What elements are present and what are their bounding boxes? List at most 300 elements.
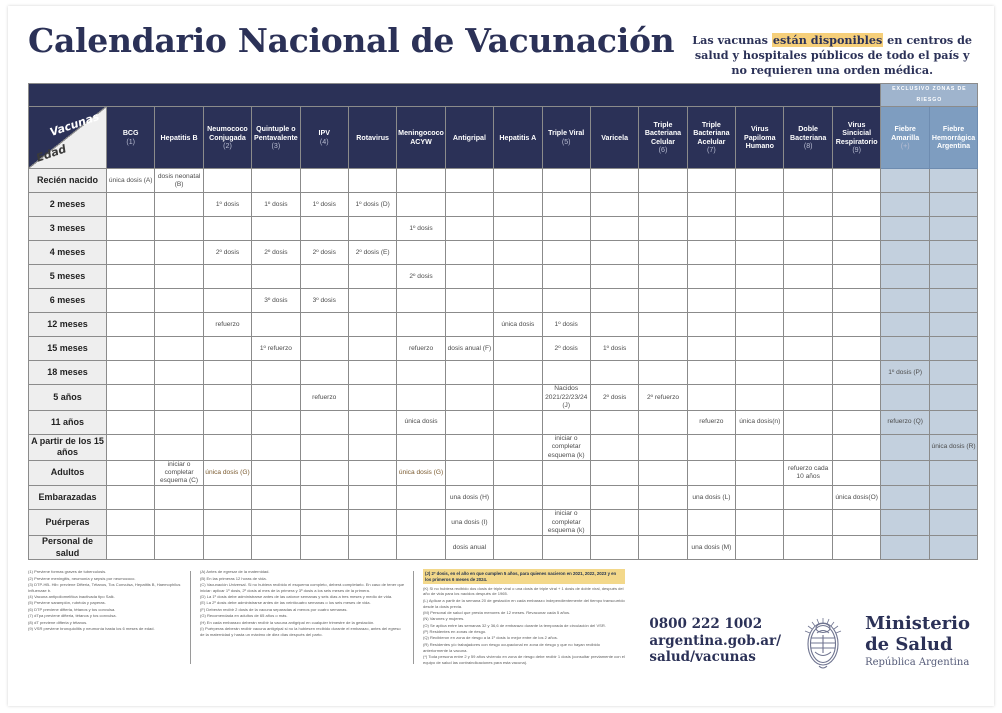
footnote-1-item-1: (1) Previene formas graves de tuberculosis. bbox=[28, 569, 107, 575]
cell-r6-c17 bbox=[881, 289, 929, 313]
cell-r3-c13 bbox=[687, 217, 735, 241]
column-header-row bbox=[29, 107, 978, 169]
table-row bbox=[29, 411, 978, 435]
column-header-number: (6) bbox=[658, 146, 668, 155]
table-head bbox=[29, 84, 978, 169]
column-header-name: Rotavirus bbox=[356, 133, 389, 142]
column-header-name: Neumococo Conjugada bbox=[207, 124, 248, 142]
column-header-number: (5) bbox=[561, 137, 571, 146]
cell-r11-c6 bbox=[348, 411, 396, 435]
cell-r4-c18 bbox=[929, 241, 977, 265]
cell-r15-c16 bbox=[832, 510, 881, 536]
cell-r9-c3 bbox=[203, 361, 251, 385]
page-title: Calendario Nacional de Vacunación bbox=[28, 21, 675, 60]
cell-r6-c10 bbox=[542, 289, 590, 313]
cell-r8-c6 bbox=[348, 337, 396, 361]
cell-r12-c1 bbox=[107, 435, 155, 461]
cell-r7-c15 bbox=[784, 313, 832, 337]
cell-r5-c15 bbox=[784, 265, 832, 289]
cell-r13-c1 bbox=[107, 460, 155, 486]
footnote-1-item-2: (2) Previene meningitis, neumonía y sepsis por neumococo. bbox=[28, 575, 136, 581]
cell-r2-c7 bbox=[397, 193, 445, 217]
cell-r3-c9 bbox=[494, 217, 542, 241]
column-header-8 bbox=[445, 107, 493, 169]
cell-r4-c17 bbox=[881, 241, 929, 265]
subtitle-post: en centros de salud y hospitales públicos de todo el país y no requieren una orden médica. bbox=[694, 33, 973, 77]
cell-r14-c11 bbox=[590, 486, 638, 510]
age-label-7: 12 meses bbox=[29, 313, 107, 337]
cell-r10-c1 bbox=[107, 385, 155, 411]
cell-r9-c9 bbox=[494, 361, 542, 385]
cell-r2-c16 bbox=[832, 193, 881, 217]
column-header-name: Triple Bacteriana Celular bbox=[644, 120, 682, 146]
cell-r4-c4: 2º dosis bbox=[252, 241, 300, 265]
cell-r9-c4 bbox=[252, 361, 300, 385]
cell-r13-c3: única dosis (G) bbox=[203, 460, 251, 486]
cell-r4-c3: 2º dosis bbox=[203, 241, 251, 265]
cell-r4-c11 bbox=[590, 241, 638, 265]
cell-r1-c9 bbox=[494, 169, 542, 193]
cell-r11-c7: única dosis bbox=[397, 411, 445, 435]
cell-r5-c17 bbox=[881, 265, 929, 289]
table-row bbox=[29, 337, 978, 361]
column-header-6 bbox=[348, 107, 396, 169]
cell-r4-c13 bbox=[687, 241, 735, 265]
cell-r15-c7 bbox=[397, 510, 445, 536]
cell-r1-c14 bbox=[736, 169, 784, 193]
column-header-11 bbox=[590, 107, 638, 169]
cell-r16-c12 bbox=[639, 536, 687, 560]
cell-r1-c6 bbox=[348, 169, 396, 193]
cell-r6-c16 bbox=[832, 289, 881, 313]
cell-r10-c18 bbox=[929, 385, 977, 411]
cell-r2-c14 bbox=[736, 193, 784, 217]
cell-r10-c2 bbox=[155, 385, 203, 411]
cell-r1-c4 bbox=[252, 169, 300, 193]
footnote-2-item-5: (E) La 2º dosis debe administrarse antes de las veinticuatro semanas o los seis meses de vida. bbox=[200, 600, 371, 606]
cell-r12-c13 bbox=[687, 435, 735, 461]
cell-r8-c7: refuerzo bbox=[397, 337, 445, 361]
cell-r2-c6: 1º dosis (D) bbox=[348, 193, 396, 217]
cell-r13-c8 bbox=[445, 460, 493, 486]
column-header-name: Fiebre Hemorrágica Argentina bbox=[931, 124, 976, 151]
cell-r13-c18 bbox=[929, 460, 977, 486]
column-header-4 bbox=[252, 107, 300, 169]
column-header-12 bbox=[639, 107, 687, 169]
cell-r8-c2 bbox=[155, 337, 203, 361]
table-row bbox=[29, 217, 978, 241]
age-label-14: Embarazadas bbox=[29, 486, 107, 510]
cell-r15-c12 bbox=[639, 510, 687, 536]
cell-r4-c9 bbox=[494, 241, 542, 265]
cell-r1-c11 bbox=[590, 169, 638, 193]
column-header-7 bbox=[397, 107, 445, 169]
cell-r15-c1 bbox=[107, 510, 155, 536]
cell-r9-c17: 1º dosis (P) bbox=[881, 361, 929, 385]
cell-r8-c1 bbox=[107, 337, 155, 361]
table-row bbox=[29, 289, 978, 313]
footnote-2-item-3: (C) Vacunación Universal. Si no hubiera recibido el esquema completo, deberá completarlo. En caso de tener que iniciar: aplicar 1º dosis, 2º dosis al mes de la primera y 3º dosis a los seis meses de la primera. bbox=[200, 581, 405, 593]
cell-r1-c12 bbox=[639, 169, 687, 193]
cell-r7-c9: única dosis bbox=[494, 313, 542, 337]
cell-r11-c14: única dosis(n) bbox=[736, 411, 784, 435]
cell-r13-c16 bbox=[832, 460, 881, 486]
cell-r13-c13 bbox=[687, 460, 735, 486]
cell-r14-c4 bbox=[252, 486, 300, 510]
column-header-number: (+) bbox=[900, 142, 910, 151]
cell-r1-c8 bbox=[445, 169, 493, 193]
cell-r14-c10 bbox=[542, 486, 590, 510]
footnote-3-item-2: (L) Aplicar a partir de la semana 20 de gestación en cada embarazo independientemente del tiempo transcurrido desde la dosis previa. bbox=[423, 597, 625, 609]
cell-r13-c6 bbox=[348, 460, 396, 486]
cell-r2-c1 bbox=[107, 193, 155, 217]
column-header-9 bbox=[494, 107, 542, 169]
age-label-2: 2 meses bbox=[29, 193, 107, 217]
cell-r5-c12 bbox=[639, 265, 687, 289]
column-header-name: Virus Sincicial Respiratorio bbox=[835, 120, 878, 146]
cell-r15-c2 bbox=[155, 510, 203, 536]
cell-r2-c18 bbox=[929, 193, 977, 217]
column-header-17 bbox=[881, 107, 929, 169]
subtitle-pre: Las vacunas bbox=[692, 33, 772, 47]
footnote-2-item-1: (A) Antes de egresar de la maternidad. bbox=[200, 569, 270, 575]
cell-r4-c15 bbox=[784, 241, 832, 265]
cell-r9-c18 bbox=[929, 361, 977, 385]
cell-r11-c2 bbox=[155, 411, 203, 435]
cell-r14-c6 bbox=[348, 486, 396, 510]
footnote-2-item-9: (I) Puérperas deberán recibir vacuna antigripal si no la hubiesen recibido durante el embarazo, antes del egreso de la maternidad y hasta un máximo de diez días después del parto. bbox=[200, 625, 401, 637]
cell-r1-c2: dosis neonatal (B) bbox=[155, 169, 203, 193]
table-row bbox=[29, 241, 978, 265]
cell-r10-c15 bbox=[784, 385, 832, 411]
cell-r3-c11 bbox=[590, 217, 638, 241]
risk-band-spacer bbox=[29, 84, 881, 107]
column-header-name: Quintuple o Pentavalente bbox=[253, 124, 298, 142]
poster-header bbox=[8, 6, 994, 83]
poster-sheet bbox=[8, 6, 994, 706]
column-header-name: BCG bbox=[122, 129, 139, 138]
cell-r1-c18 bbox=[929, 169, 977, 193]
cell-r9-c5 bbox=[300, 361, 348, 385]
cell-r6-c5: 3º dosis bbox=[300, 289, 348, 313]
cell-r4-c6: 2º dosis (E) bbox=[348, 241, 396, 265]
cell-r9-c6 bbox=[348, 361, 396, 385]
cell-r7-c16 bbox=[832, 313, 881, 337]
cell-r11-c16 bbox=[832, 411, 881, 435]
cell-r1-c7 bbox=[397, 169, 445, 193]
column-header-name: Antigripal bbox=[452, 133, 486, 142]
age-label-1: Recién nacido bbox=[29, 169, 107, 193]
cell-r1-c5 bbox=[300, 169, 348, 193]
cell-r3-c1 bbox=[107, 217, 155, 241]
age-label-13: Adultos bbox=[29, 460, 107, 486]
website-line-2: salud/vacunas bbox=[649, 649, 756, 666]
cell-r5-c3 bbox=[203, 265, 251, 289]
cell-r7-c18 bbox=[929, 313, 977, 337]
cell-r5-c8 bbox=[445, 265, 493, 289]
cell-r5-c6 bbox=[348, 265, 396, 289]
cell-r8-c4: 1º refuerzo bbox=[252, 337, 300, 361]
footnote-1-item-7: (7) dTpa previene difteria, tétanos y tos convulsa. bbox=[28, 613, 117, 619]
footnote-column-3 bbox=[414, 569, 632, 666]
footnote-highlight-J: (J) 2º dosis, en el año en que cumplen 5 años, para quienes nacieron en 2021, 2022, 2023 y en los primeros 6 meses de 2024. bbox=[423, 569, 625, 584]
cell-r7-c4 bbox=[252, 313, 300, 337]
cell-r1-c13 bbox=[687, 169, 735, 193]
cell-r6-c7 bbox=[397, 289, 445, 313]
cell-r10-c7 bbox=[397, 385, 445, 411]
column-header-name: Hepatitis A bbox=[499, 133, 537, 142]
cell-r16-c2 bbox=[155, 536, 203, 560]
cell-r1-c16 bbox=[832, 169, 881, 193]
cell-r11-c12 bbox=[639, 411, 687, 435]
column-header-name: Fiebre Amarilla bbox=[891, 124, 920, 142]
cell-r7-c14 bbox=[736, 313, 784, 337]
cell-r2-c17 bbox=[881, 193, 929, 217]
cell-r12-c6 bbox=[348, 435, 396, 461]
cell-r4-c1 bbox=[107, 241, 155, 265]
cell-r6-c18 bbox=[929, 289, 977, 313]
cell-r7-c7 bbox=[397, 313, 445, 337]
cell-r10-c16 bbox=[832, 385, 881, 411]
calendar-table-wrap bbox=[8, 83, 994, 560]
cell-r8-c3 bbox=[203, 337, 251, 361]
cell-r5-c11 bbox=[590, 265, 638, 289]
cell-r3-c14 bbox=[736, 217, 784, 241]
cell-r5-c1 bbox=[107, 265, 155, 289]
column-header-14 bbox=[736, 107, 784, 169]
cell-r13-c12 bbox=[639, 460, 687, 486]
cell-r15-c5 bbox=[300, 510, 348, 536]
header-subtitle bbox=[688, 33, 976, 77]
table-row bbox=[29, 361, 978, 385]
cell-r1-c3 bbox=[203, 169, 251, 193]
cell-r10-c3 bbox=[203, 385, 251, 411]
cell-r6-c12 bbox=[639, 289, 687, 313]
column-header-16 bbox=[832, 107, 881, 169]
cell-r6-c8 bbox=[445, 289, 493, 313]
table-row bbox=[29, 460, 978, 486]
cell-r3-c8 bbox=[445, 217, 493, 241]
age-label-16: Personal de salud bbox=[29, 536, 107, 560]
cell-r2-c9 bbox=[494, 193, 542, 217]
cell-r5-c10 bbox=[542, 265, 590, 289]
cell-r10-c6 bbox=[348, 385, 396, 411]
cell-r5-c16 bbox=[832, 265, 881, 289]
cell-r10-c9 bbox=[494, 385, 542, 411]
cell-r12-c10: iniciar o completar esquema (k) bbox=[542, 435, 590, 461]
cell-r16-c9 bbox=[494, 536, 542, 560]
footnote-2-item-8: (H) En cada embarazo deberán recibir la vacuna antigripal en cualquier trimestre de la gestación. bbox=[200, 619, 375, 625]
cell-r6-c11 bbox=[590, 289, 638, 313]
cell-r13-c9 bbox=[494, 460, 542, 486]
column-header-number: (1) bbox=[126, 137, 136, 146]
footnote-2-item-4: (D) La 1º dosis debe administrarse antes de las catorce semanas y seis días a tres meses y medio de vida. bbox=[200, 594, 393, 600]
cell-r8-c17 bbox=[881, 337, 929, 361]
cell-r3-c18 bbox=[929, 217, 977, 241]
risk-band-row bbox=[29, 84, 978, 107]
cell-r12-c3 bbox=[203, 435, 251, 461]
cell-r4-c12 bbox=[639, 241, 687, 265]
cell-r15-c18 bbox=[929, 510, 977, 536]
cell-r16-c6 bbox=[348, 536, 396, 560]
cell-r9-c13 bbox=[687, 361, 735, 385]
cell-r13-c15: refuerzo cada 10 años bbox=[784, 460, 832, 486]
cell-r7-c5 bbox=[300, 313, 348, 337]
cell-r16-c11 bbox=[590, 536, 638, 560]
cell-r8-c13 bbox=[687, 337, 735, 361]
cell-r1-c1: única dosis (A) bbox=[107, 169, 155, 193]
cell-r6-c1 bbox=[107, 289, 155, 313]
cell-r4-c16 bbox=[832, 241, 881, 265]
column-header-3 bbox=[203, 107, 251, 169]
cell-r10-c8 bbox=[445, 385, 493, 411]
cell-r2-c12 bbox=[639, 193, 687, 217]
cell-r9-c10 bbox=[542, 361, 590, 385]
cell-r12-c2 bbox=[155, 435, 203, 461]
cell-r3-c6 bbox=[348, 217, 396, 241]
cell-r14-c17 bbox=[881, 486, 929, 510]
cell-r15-c15 bbox=[784, 510, 832, 536]
cell-r2-c15 bbox=[784, 193, 832, 217]
cell-r12-c8 bbox=[445, 435, 493, 461]
cell-r10-c11: 2º dosis bbox=[590, 385, 638, 411]
cell-r7-c2 bbox=[155, 313, 203, 337]
cell-r14-c18 bbox=[929, 486, 977, 510]
cell-r10-c14 bbox=[736, 385, 784, 411]
cell-r12-c7 bbox=[397, 435, 445, 461]
column-header-name: Meningococo ACYW bbox=[398, 129, 444, 146]
cell-r2-c11 bbox=[590, 193, 638, 217]
cell-r14-c12 bbox=[639, 486, 687, 510]
age-label-8: 15 meses bbox=[29, 337, 107, 361]
age-label-9: 18 meses bbox=[29, 361, 107, 385]
age-label-10: 5 años bbox=[29, 385, 107, 411]
cell-r5-c4 bbox=[252, 265, 300, 289]
cell-r6-c13 bbox=[687, 289, 735, 313]
cell-r9-c12 bbox=[639, 361, 687, 385]
cell-r9-c14 bbox=[736, 361, 784, 385]
cell-r7-c11 bbox=[590, 313, 638, 337]
cell-r16-c18 bbox=[929, 536, 977, 560]
cell-r11-c11 bbox=[590, 411, 638, 435]
corner-header bbox=[29, 107, 107, 169]
cell-r16-c15 bbox=[784, 536, 832, 560]
table-row bbox=[29, 486, 978, 510]
column-header-13 bbox=[687, 107, 735, 169]
cell-r9-c7 bbox=[397, 361, 445, 385]
cell-r12-c14 bbox=[736, 435, 784, 461]
cell-r14-c1 bbox=[107, 486, 155, 510]
cell-r16-c1 bbox=[107, 536, 155, 560]
table-row bbox=[29, 313, 978, 337]
table-row bbox=[29, 169, 978, 193]
website-line-1: argentina.gob.ar/ bbox=[649, 632, 782, 649]
cell-r11-c1 bbox=[107, 411, 155, 435]
table-row bbox=[29, 536, 978, 560]
cell-r2-c2 bbox=[155, 193, 203, 217]
column-header-name: Varicela bbox=[601, 133, 629, 142]
cell-r2-c8 bbox=[445, 193, 493, 217]
cell-r16-c3 bbox=[203, 536, 251, 560]
cell-r4-c10 bbox=[542, 241, 590, 265]
cell-r8-c16 bbox=[832, 337, 881, 361]
age-label-4: 4 meses bbox=[29, 241, 107, 265]
argentina-coat-of-arms-icon bbox=[795, 604, 851, 678]
cell-r6-c15 bbox=[784, 289, 832, 313]
footnote-1-item-6: (6) DTP previene difteria, tétanos y tos convulsa. bbox=[28, 606, 116, 612]
cell-r5-c5 bbox=[300, 265, 348, 289]
column-header-name: Hepatitis B bbox=[160, 133, 198, 142]
age-label-12: A partir de los 15 años bbox=[29, 435, 107, 461]
cell-r2-c3: 1º dosis bbox=[203, 193, 251, 217]
table-row bbox=[29, 385, 978, 411]
cell-r10-c17 bbox=[881, 385, 929, 411]
cell-r7-c6 bbox=[348, 313, 396, 337]
column-header-2 bbox=[155, 107, 203, 169]
cell-r4-c2 bbox=[155, 241, 203, 265]
footnote-3-item-6: (P) Residentes en zonas de riesgo. bbox=[423, 629, 487, 635]
cell-r10-c10: Nacidos 2021/22/23/24 (J) bbox=[542, 385, 590, 411]
cell-r16-c8: dosis anual bbox=[445, 536, 493, 560]
cell-r15-c10: iniciar o completar esquema (k) bbox=[542, 510, 590, 536]
cell-r3-c17 bbox=[881, 217, 929, 241]
cell-r5-c14 bbox=[736, 265, 784, 289]
column-header-name: Triple Viral bbox=[548, 129, 585, 138]
cell-r8-c8: dosis anual (F) bbox=[445, 337, 493, 361]
cell-r6-c2 bbox=[155, 289, 203, 313]
cell-r3-c10 bbox=[542, 217, 590, 241]
column-header-number: (7) bbox=[707, 146, 716, 155]
cell-r11-c17: refuerzo (Q) bbox=[881, 411, 929, 435]
footnote-column-1 bbox=[28, 569, 190, 666]
cell-r14-c13: una dosis (L) bbox=[687, 486, 735, 510]
footer-brand bbox=[649, 604, 970, 678]
footnote-column-2 bbox=[191, 569, 413, 666]
cell-r2-c5: 1º dosis bbox=[300, 193, 348, 217]
footnote-2-item-6: (F) Deberán recibir 2 dosis de la vacuna separadas al menos por cuatro semanas. bbox=[200, 606, 348, 612]
footnote-3-item-7: (Q) Recibieron en zona de riesgo a la 1º dosis lo mejor entre de los 2 años. bbox=[423, 635, 558, 641]
ministry-line-1: Ministerio bbox=[865, 613, 970, 635]
cell-r8-c18 bbox=[929, 337, 977, 361]
cell-r11-c13: refuerzo bbox=[687, 411, 735, 435]
cell-r11-c5 bbox=[300, 411, 348, 435]
cell-r4-c5: 2º dosis bbox=[300, 241, 348, 265]
cell-r9-c8 bbox=[445, 361, 493, 385]
cell-r10-c4 bbox=[252, 385, 300, 411]
cell-r12-c16 bbox=[832, 435, 881, 461]
column-header-10 bbox=[542, 107, 590, 169]
cell-r10-c12: 2º refuerzo bbox=[639, 385, 687, 411]
table-body bbox=[29, 169, 978, 560]
cell-r7-c17 bbox=[881, 313, 929, 337]
cell-r5-c18 bbox=[929, 265, 977, 289]
column-header-number: (9) bbox=[852, 146, 861, 155]
cell-r3-c7: 1º dosis bbox=[397, 217, 445, 241]
cell-r15-c14 bbox=[736, 510, 784, 536]
footnote-1-item-9: (9) VSR previene bronquiolitis y neumonía hasta los 6 meses de edad. bbox=[28, 625, 155, 631]
cell-r4-c8 bbox=[445, 241, 493, 265]
cell-r14-c14 bbox=[736, 486, 784, 510]
cell-r9-c15 bbox=[784, 361, 832, 385]
cell-r2-c4: 1º dosis bbox=[252, 193, 300, 217]
cell-r1-c10 bbox=[542, 169, 590, 193]
cell-r16-c16 bbox=[832, 536, 881, 560]
cell-r8-c5 bbox=[300, 337, 348, 361]
cell-r3-c5 bbox=[300, 217, 348, 241]
cell-r4-c7 bbox=[397, 241, 445, 265]
cell-r14-c3 bbox=[203, 486, 251, 510]
cell-r12-c11 bbox=[590, 435, 638, 461]
